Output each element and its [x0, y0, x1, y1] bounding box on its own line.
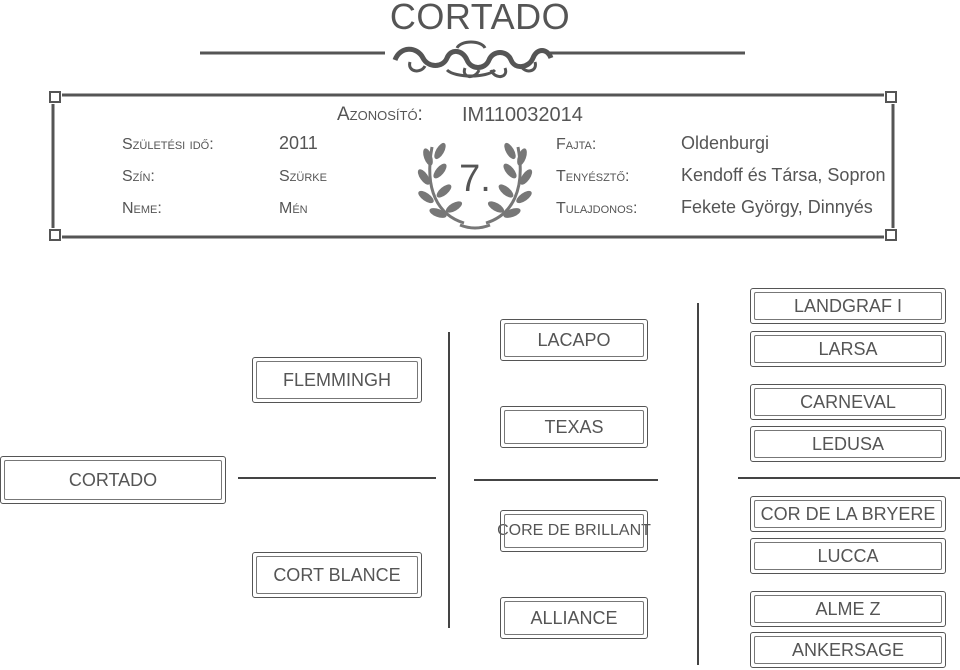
color-value: Szürke — [279, 168, 327, 185]
gen3-name: CARNEVAL — [800, 391, 896, 412]
birth-value: 2011 — [279, 133, 318, 153]
connector-line — [697, 303, 699, 665]
pedigree-box-gen3 — [750, 632, 946, 668]
breeder-label: Tenyésztő: — [556, 168, 630, 185]
rank-number: 7. — [459, 158, 491, 200]
owner-label: Tulajdonos: — [556, 200, 638, 217]
page-title: CORTADO — [389, 0, 571, 37]
dam-sire-name: CORE DE BRILLANT — [497, 522, 651, 539]
sex-value: Mén — [279, 200, 308, 217]
pedigree-box-dam — [252, 552, 422, 598]
connector-line — [448, 332, 450, 628]
breed-value: Oldenburgi — [681, 133, 770, 153]
pedigree-box-gen3 — [750, 591, 946, 627]
pedigree-box-gen3 — [750, 538, 946, 574]
pedigree-box-dam-sire — [497, 510, 651, 552]
gen3-name: LUCCA — [817, 545, 879, 566]
connector-line — [474, 479, 658, 481]
pedigree-box-gen3 — [750, 331, 946, 367]
id-label: Azonosító: — [337, 104, 423, 125]
dam-name: CORT BLANCE — [273, 564, 401, 585]
sex-label: Neme: — [122, 200, 162, 217]
pedigree-box-gen3 — [750, 426, 946, 462]
connector-line — [238, 477, 436, 479]
gen3-name: LEDUSA — [811, 433, 885, 454]
sire-sire-name: LACAPO — [537, 329, 611, 350]
breed-label: Fajta: — [556, 136, 597, 153]
id-value: IM110032014 — [462, 104, 583, 126]
pedigree-box-gen3 — [750, 384, 946, 420]
gen3-name: COR DE LA BRYERE — [760, 503, 936, 524]
pedigree-box-gen3 — [750, 288, 946, 324]
sire-dam-name: TEXAS — [544, 416, 604, 437]
horse-name: CORTADO — [68, 469, 158, 490]
sire-name: FLEMMINGH — [283, 369, 391, 390]
pedigree-box-sire-sire — [500, 319, 648, 361]
gen3-name: LARSA — [818, 338, 878, 359]
gen3-name: LANDGRAF I — [793, 295, 903, 316]
gen3-name: ALME Z — [815, 598, 881, 619]
dam-dam-name: ALLIANCE — [530, 607, 618, 628]
owner-value: Fekete György, Dinnyés — [681, 197, 873, 217]
pedigree-box-dam-dam — [500, 597, 648, 639]
birth-label: Születési idő: — [122, 136, 214, 153]
pedigree-box-horse — [0, 456, 226, 504]
connector-line — [738, 477, 960, 479]
pedigree-box-gen3 — [750, 496, 946, 532]
gen3-name: ANKERSAGE — [791, 639, 905, 660]
pedigree-box-sire — [252, 357, 422, 403]
ornament-divider-icon — [195, 38, 750, 82]
pedigree-box-sire-dam — [500, 406, 648, 448]
color-label: Szín: — [122, 168, 155, 185]
breeder-value: Kendoff és Társa, Sopron — [681, 165, 886, 185]
